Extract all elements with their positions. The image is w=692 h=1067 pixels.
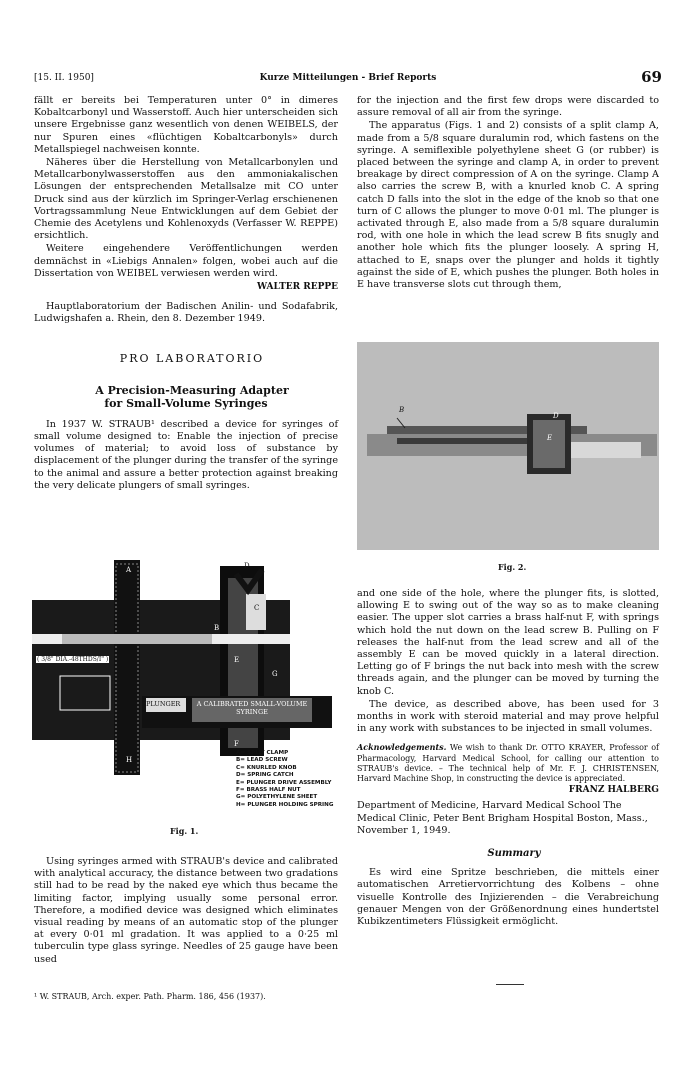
fig1-letter-a: A xyxy=(126,566,132,574)
paragraph: Weitere eingehendere Veröffentlichungen werden demnächst in «Liebigs Annalen» folgen, wobei auch auf die Dissertation von WEIBEL verwiesen werden wird. xyxy=(34,243,338,279)
figure-1-caption: Fig. 1. xyxy=(170,826,199,836)
article-title: A Precision-Measuring Adapter for Small-Volume Syringes xyxy=(95,383,289,410)
right-column-lower xyxy=(357,588,659,929)
legend-item: A= SPLIT CLAMP xyxy=(236,750,289,756)
running-header xyxy=(34,70,662,88)
syringe-label: A CALIBRATED SMALL-VOLUME SYRINGE xyxy=(196,700,308,716)
fig2-letter-b: B xyxy=(399,406,405,414)
figure-1-legend xyxy=(236,750,333,809)
paragraph: The device, as described above, has been used for 3 months in work with steroid material and may prove helpful in any work with substances to be injected in small volumes. xyxy=(357,698,659,735)
fig1-letter-d: D xyxy=(244,562,250,570)
fig2-letter-e: E xyxy=(547,434,553,442)
acknowledgements-heading: Acknowledgements. xyxy=(357,742,447,753)
fig1-letter-g: G xyxy=(272,670,278,678)
affiliation-reppe: Hauptlaboratorium der Badischen Anilin- und Sodafabrik, Ludwigshafen a. Rhein, den 8. Dezember 1949. xyxy=(34,301,338,325)
paragraph: Näheres über die Herstellung von Metallcarbonylen und Metallcarbonylwasserstoffen aus den ammoniakalischen Lösungen der entsprechenden Metallsalze mit CO unter Druck sind aus der kürzlich im Springer-Verlag erschienenen Vortragssammlung Neue Entwicklungen auf dem Gebiet der Chemie des Acetylens und Kohlenoxyds (Verfasser W. REPPE) ersichtlich. xyxy=(34,157,338,242)
legend-item: H= PLUNGER HOLDING SPRING xyxy=(236,801,334,808)
legend-item: D= SPRING CATCH xyxy=(236,772,294,779)
legend-item: G= POLYETHYLENE SHEET xyxy=(236,794,318,801)
fig1-letter-h: H xyxy=(126,756,133,764)
legend-item: B= LEAD SCREW xyxy=(236,757,288,764)
figure-2-photo xyxy=(357,342,659,550)
left-column-lower xyxy=(34,856,338,967)
adapter-photograph xyxy=(357,342,659,550)
acknowledgements-text: We wish to thank Dr. OTTO KRAYER, Professor of Pharmacology, Harvard Medical School, for calling our attention to STRAUB's device. – The technical help of Mr. F. J. CHRISTENSEN, Harvard Machine Shop, in constructing the device is appreciated. xyxy=(357,743,659,784)
fig2-letter-d: D xyxy=(553,412,559,420)
paragraph: and one side of the hole, where the plunger fits, is slotted, allowing E to swing out of the way so as to make cleaning easier. The upper slot carries a brass half-nut F, with springs which hold the nut down on the lead screw B. Pulling on F releases the half-nut from the lead screw and all of the assembly E can be moved quickly in a lateral direction. Letting go of F brings the nut back into mesh with the screw threads again, and the plunger can be moved by turning the knob C. xyxy=(357,588,659,697)
diameter-label: ( 3/8" DIA.-48THDS/I" ) xyxy=(37,656,109,663)
fig1-letter-f: F xyxy=(234,740,239,748)
header-date: [15. II. 1950] xyxy=(34,73,94,83)
summary-text: Es wird eine Spritze beschrieben, die mittels einer automatischen Arretiervorrichtung des Kolbens – ohne visuelle Kontrolle des Injizierenden – die Verabreichung genauer Mengen von der Größenordnung eines hundertstel Kubikzentimeters Flüssigkeit ermöglicht. xyxy=(357,867,659,928)
acknowledgements xyxy=(357,742,659,784)
paragraph: In 1937 W. STRAUB¹ described a device for syringes of small volume designed to: Enable the injection of precise volumes of material; to avoid loss of substance by displacement of the plunger during the transfer of the syringe to the animal and assure a better protection against breaking the very delicate plungers of small syringes. xyxy=(34,418,338,491)
paragraph: fällt er bereits bei Temperaturen unter 0° in dimeres Kobaltcarbonyl und Wasserstoff. Auch hier unterscheiden sich unsere Ergebnisse ganz wesentlich von denen WEIBELS, der nur Spuren eines «flüchtigen Kobaltcarbonyls» durch Metallspiegel nachweisen konnte. xyxy=(34,95,338,155)
paragraph: Using syringes armed with STRAUB's device and calibrated with analytical accuracy, the distance between two gradations still had to be read by the naked eye which thus became the limiting factor, implying usually some personal error. Therefore, a modified device was designed which eliminates visual reading by means of an automatic stop of the plunger at every 0·01 ml gradation. It was applied to a 0·25 ml tuberculin type glass syringe. Needles of 25 gauge have been used xyxy=(34,856,338,965)
signature-reppe: WALTER REPPE xyxy=(256,282,338,293)
fig1-letter-e: E xyxy=(234,656,240,664)
figure-1-diagram xyxy=(32,560,340,822)
figure-2-caption: Fig. 2. xyxy=(498,562,527,572)
summary-heading: Summary xyxy=(487,848,541,860)
page-number: 69 xyxy=(641,68,662,86)
signature-halberg: FRANZ HALBERG xyxy=(568,785,659,796)
footnote: ¹ W. STRAUB, Arch. exper. Path. Pharm. 186, 456 (1937). xyxy=(34,992,266,1001)
fig1-letter-c: C xyxy=(254,604,260,612)
paragraph: The apparatus (Figs. 1 and 2) consists of a split clamp A, made from a 5/8 square duralumin rod, which fastens on the syringe. A semiflexible polyethylene sheet G (or rubber) is placed between the syringe and clamp A, in order to prevent breakage by direct compression of A on the syringe. Clamp A also carries the screw B, with a knurled knob C. A spring catch D falls into the slot in the edge of the knob so that one turn of C allows the plunger to move 0·01 ml. The plunger is activated through E, also made from a 5/8 square duralumin rod, with one hole in which the lead screw B fits snugly and another hole which fits the plunger loosely. A spring H, attached to E, snaps over the plunger and holds it tightly against the side of E, which pushes the plunger. Both holes in E have transverse slots cut through them, xyxy=(357,120,659,291)
affiliation-halberg: Department of Medicine, Harvard Medical School The Medical Clinic, Peter Bent Brigham Hospital Boston, Mass., November 1, 1949. xyxy=(357,800,648,836)
header-journal: Kurze Mitteilungen - Brief Reports xyxy=(259,73,437,83)
legend-item: E= PLUNGER DRIVE ASSEMBLY xyxy=(236,779,332,786)
fig1-letter-b: B xyxy=(214,624,220,632)
legend-item: F= BRASS HALF NUT xyxy=(236,787,301,794)
paragraph: for the injection and the first few drops were discarded to assure removal of all air from the syringe. xyxy=(357,95,659,119)
plunger-label: PLUNGER xyxy=(146,700,181,708)
section-heading: PRO LABORATORIO xyxy=(119,351,265,365)
legend-item: C= KNURLED KNOB xyxy=(236,764,297,771)
right-column xyxy=(357,95,659,292)
closing-rule xyxy=(496,984,524,985)
left-column xyxy=(34,95,338,493)
